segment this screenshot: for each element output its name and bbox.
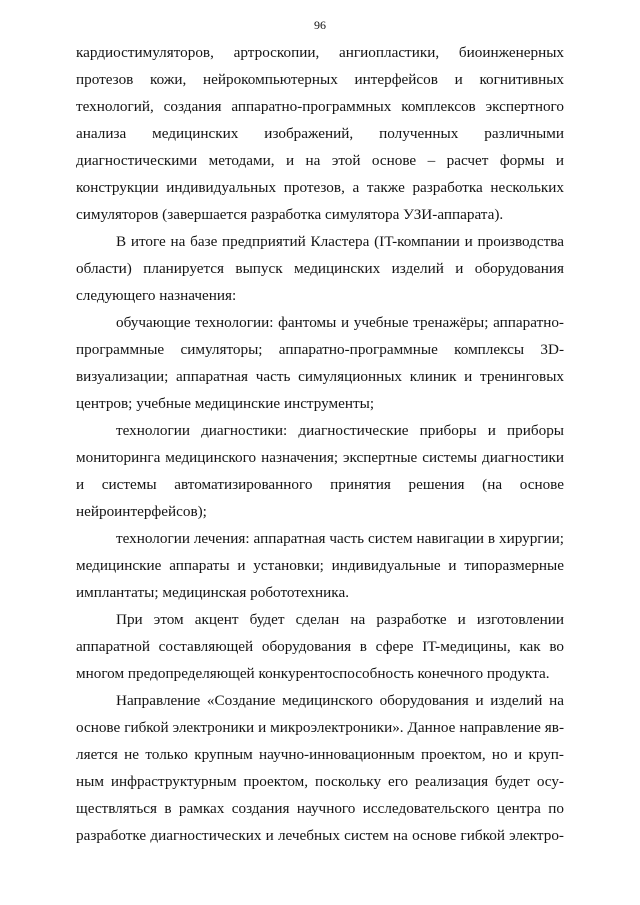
text-line: симуляторов (завершается разработка симулятора УЗИ-аппарата). bbox=[76, 206, 504, 223]
text-line: Направление «Создание медицинского оборудования и изделий на bbox=[116, 692, 564, 709]
text-line: ществляться в рамках создания научного исследовательского центра по bbox=[76, 800, 564, 817]
text-line: разработке диагностических и лечебных систем на основе гибкой электро- bbox=[76, 827, 564, 844]
text-line: многом предопределяющей конкурентоспособность конечного продукта. bbox=[76, 665, 550, 682]
text-line: нейроинтерфейсов); bbox=[76, 503, 207, 520]
text-line: следующего назначения: bbox=[76, 287, 237, 304]
text-line: программные симуляторы; аппаратно-программные комплексы 3D- bbox=[76, 341, 564, 358]
page-number: 96 bbox=[314, 18, 326, 32]
text-line: визуализации; аппаратная часть симуляционных клиник и тренинговых bbox=[76, 368, 564, 385]
text-line: центров; учебные медицинские инструменты; bbox=[76, 395, 375, 412]
text-line: обучающие технологии: фантомы и учебные тренажёры; аппаратно- bbox=[116, 314, 564, 331]
text-line: анализа медицинских изображений, полученных различными bbox=[76, 125, 564, 142]
text-line: диагностическими методами, и на этой основе – расчет формы и bbox=[76, 152, 564, 169]
text-line: технологии лечения: аппаратная часть систем навигации в хирургии; bbox=[116, 530, 564, 547]
text-line: ляется не только крупным научно-инновационным проектом, но и круп- bbox=[76, 746, 564, 763]
text-line: конструкции индивидуальных протезов, а также разработка нескольких bbox=[76, 179, 564, 196]
text-line: ным инфраструктурным проектом, поскольку его реализация будет осу- bbox=[76, 773, 564, 790]
text-line: При этом акцент будет сделан на разработке и изготовлении bbox=[116, 611, 564, 628]
text-line: области) планируется выпуск медицинских изделий и оборудования bbox=[76, 260, 564, 277]
text-line: имплантаты; медицинская робототехника. bbox=[76, 584, 349, 601]
text-line: кардиостимуляторов, артроскопии, ангиопластики, биоинженерных bbox=[76, 44, 564, 61]
text-line: аппаратной составляющей оборудования в сфере IT-медицины, как во bbox=[76, 638, 564, 655]
text-line: протезов кожи, нейрокомпьютерных интерфейсов и когнитивных bbox=[76, 71, 564, 88]
text-line: технологий, создания аппаратно-программных комплексов экспертного bbox=[76, 98, 564, 115]
text-line: технологии диагностики: диагностические приборы и приборы bbox=[116, 422, 564, 439]
text-line: медицинские аппараты и установки; индивидуальные и типоразмерные bbox=[76, 557, 564, 574]
text-line: В итоге на базе предприятий Кластера (IT-компании и производства bbox=[116, 233, 564, 250]
text-line: и системы автоматизированного принятия решения (на основе bbox=[76, 476, 564, 493]
text-line: основе гибкой электроники и микроэлектроники». Данное направление яв- bbox=[76, 719, 564, 736]
text-line: мониторинга медицинского назначения; экспертные системы диагностики bbox=[76, 449, 564, 466]
